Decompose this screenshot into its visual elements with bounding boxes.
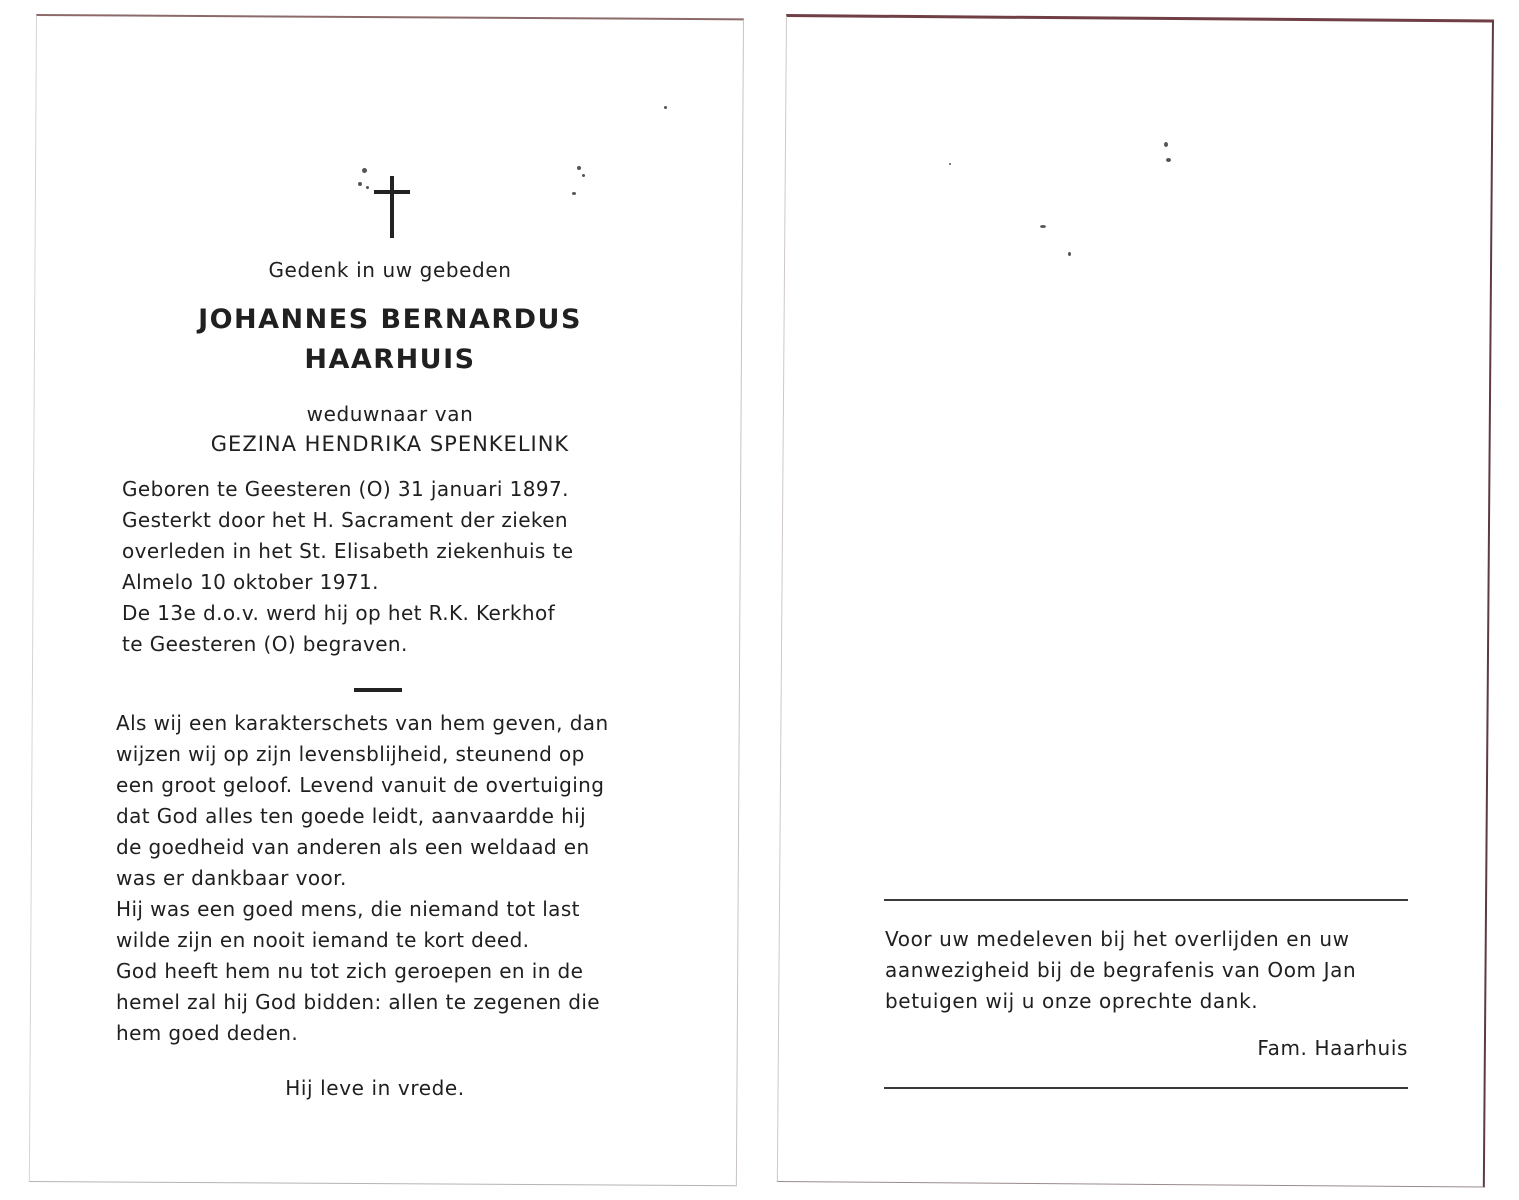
- life-details-line: te Geesteren (O) begraven.: [122, 632, 408, 656]
- ink-speck: [577, 166, 581, 170]
- character-line: hemel zal hij God bidden: allen te zegenen die: [116, 990, 600, 1014]
- character-line: was er dankbaar voor.: [116, 866, 347, 890]
- ink-speck: [949, 163, 951, 165]
- thanks-line: betuigen wij u onze oprechte dank.: [885, 989, 1259, 1013]
- character-line: Als wij een karakterschets van hem geven, dan: [116, 711, 609, 735]
- ink-speck: [366, 186, 369, 189]
- thanks-paragraph: [885, 924, 1409, 1017]
- ink-speck: [572, 192, 576, 195]
- life-details-line: De 13e d.o.v. werd hij op het R.K. Kerkhof: [122, 601, 556, 625]
- ink-speck: [1040, 225, 1046, 228]
- ink-speck: [1068, 252, 1071, 256]
- ink-speck: [1164, 142, 1168, 147]
- ink-speck: [664, 106, 667, 109]
- character-line: hem goed deden.: [116, 1021, 299, 1045]
- top-rule: [884, 899, 1408, 901]
- thanks-line: Voor uw medeleven bij het overlijden en uw: [885, 927, 1350, 951]
- character-line: wijzen wij op zijn levensblijheid, steunend op: [116, 742, 585, 766]
- character-sketch-paragraph: [116, 708, 642, 1049]
- ink-speck: [362, 168, 367, 173]
- character-line: God heeft hem nu tot zich geroepen en in de: [116, 959, 584, 983]
- ink-speck: [358, 182, 362, 186]
- ink-speck: [1166, 158, 1171, 162]
- deceased-name-first: JOHANNES BERNARDUS: [198, 304, 582, 335]
- section-divider: [354, 688, 402, 692]
- life-details-line: Almelo 10 oktober 1971.: [122, 570, 379, 594]
- character-line: Hij was een goed mens, die niemand tot last: [116, 897, 580, 921]
- family-signature: Fam. Haarhuis: [1257, 1036, 1408, 1060]
- spouse-name: GEZINA HENDRIKA SPENKELINK: [210, 432, 570, 456]
- character-line: een groot geloof. Levend vanuit de overtuiging: [116, 773, 605, 797]
- thanks-line: aanwezigheid bij de begrafenis van Oom Jan: [885, 958, 1357, 982]
- cross-icon: [374, 176, 410, 240]
- life-details-line: Gesterkt door het H. Sacrament der zieken: [122, 508, 568, 532]
- life-details-line: overleden in het St. Elisabeth ziekenhuis te: [122, 539, 574, 563]
- life-details-paragraph: [122, 474, 648, 660]
- character-line: dat God alles ten goede leidt, aanvaardde hij: [116, 804, 587, 828]
- bottom-rule: [884, 1087, 1408, 1089]
- memorial-intro: Gedenk in uw gebeden: [268, 258, 512, 282]
- life-details-line: Geboren te Geesteren (O) 31 januari 1897.: [122, 477, 569, 501]
- character-line: wilde zijn en nooit iemand te kort deed.: [116, 928, 530, 952]
- closing-line: Hij leve in vrede.: [285, 1076, 465, 1100]
- deceased-name-last: HAARHUIS: [304, 344, 476, 375]
- character-line: de goedheid van anderen als een weldaad en: [116, 835, 590, 859]
- ink-speck: [582, 174, 585, 177]
- widower-of-label: weduwnaar van: [306, 402, 474, 426]
